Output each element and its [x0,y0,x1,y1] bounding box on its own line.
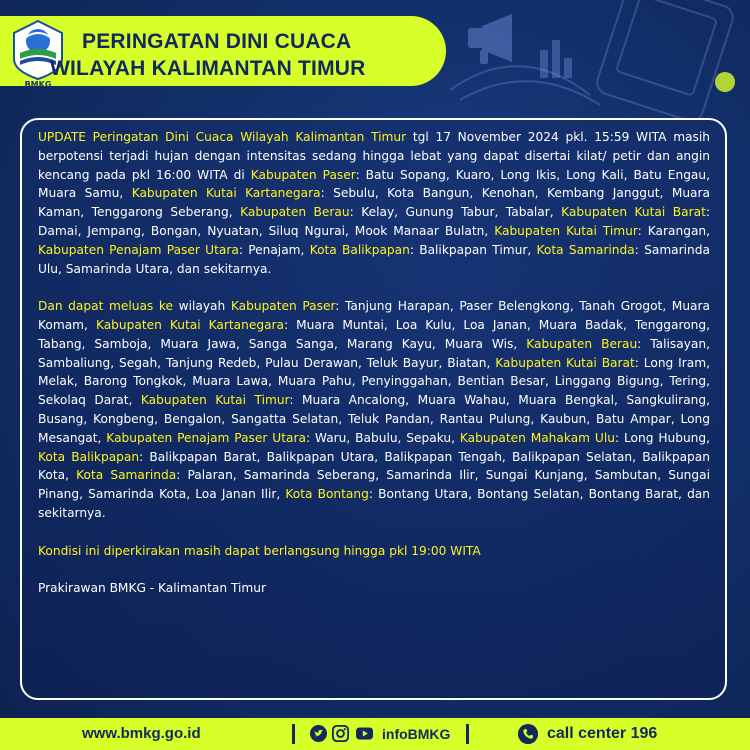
body-text: : Talisayan, Sambaliung, Segah, Tanjung Redeb, Pulau Derawan, Teluk Bayur, Biatan, [38,336,710,370]
body-text: : Batu Sopang, Kuaro, Long Ikis, Long Kali, Batu Engau, Muara Samu, [38,167,710,201]
body-text: tgl 17 November 2024 pkl. 15:59 WITA masih berpotensi terjadi hujan dengan intensitas sedang hingga lebat yang dapat disertai kilat/ petir dan angin kencang pada pkl 16:00 WITA di [38,130,710,182]
body-text: wilayah [173,299,231,314]
paragraph-extended-area [38,297,710,523]
body-text: Prakirawan BMKG - Kalimantan Timur [38,581,267,596]
highlight-text: Kabupaten Kutai Timur [494,223,638,238]
paragraph-duration [38,542,710,561]
highlight-text: Kabupaten Kutai Kartanegara [131,186,321,201]
body-text: : Bontang Utara, Bontang Selatan, Bontang Barat, dan sekitarnya. [38,487,710,520]
highlight-text: Kabupaten Paser [250,167,356,182]
paragraph-forecaster [38,579,710,598]
footer-divider [292,724,295,744]
title-line-2: WILAYAH KALIMANTAN TIMUR [50,57,366,80]
warning-panel [20,118,727,700]
footer-bar [0,718,750,750]
body-text: : Tanjung Harapan, Paser Belengkong, Tanah Grogot, Muara Komam, [38,299,710,332]
body-text: : Long Hubung, [614,430,710,445]
highlight-text: Kabupaten Paser [230,299,336,314]
title-line-1: PERINGATAN DINI CUACA [82,30,352,53]
body-text: : Palaran, Samarinda Seberang, Samarinda Ilir, Sungai Kunjang, Sambutan, Sungai Pinang, Samarinda Kota, Loa Janan Ilir, [38,468,711,502]
body-text: : Muara Ancalong, Muara Wahau, Muara Bengkal, Sangkulirang, Busang, Kongbeng, Bengalon, Sangatta Selatan, Teluk Pandan, Rantau Pulung, Kaubun, Batu Ampar, Long Mesangat, [38,393,710,445]
highlight-text: Kota Samarinda [536,242,635,257]
highlight-text: Dan dapat meluas ke [38,299,174,314]
highlight-text: Kabupaten Berau [240,205,350,220]
background-illustration [440,0,750,120]
body-text: : Samarinda Ulu, Samarinda Utara, dan sekitarnya. [38,242,710,276]
warning-text [38,128,710,617]
body-text: : Balikpapan Barat, Balikpapan Utara, Balikpapan Tengah, Balikpapan Selatan, Balikpapan Kota, [38,449,710,483]
logo-text: BMKG [24,80,52,89]
highlight-text: Kota Samarinda [76,468,177,483]
call-center[interactable]: call center 196 [547,725,658,742]
body-text: : Sebulu, Kota Bangun, Kenohan, Kembang Janggut, Muara Kaman, Tenggarong Seberang, [38,186,711,220]
highlight-text: Kota Bontang [285,487,369,502]
highlight-text: Kabupaten Penajam Paser Utara [106,430,306,445]
youtube-icon[interactable] [356,725,373,742]
highlight-text: Kabupaten Kutai Timur [140,393,290,408]
twitter-icon[interactable] [310,725,327,742]
body-text: : Damai, Jempang, Bongan, Nyuatan, Siluq Ngurai, Mook Manaar Bulatn, [38,205,710,238]
highlight-text: Kondisi ini diperkirakan masih dapat berlangsung hingga pkl 19:00 WITA [38,543,481,558]
highlight-text: Kabupaten Penajam Paser Utara [38,242,239,257]
paragraph-current-warning [38,128,710,278]
body-text: : Waru, Babulu, Sepaku, [305,430,460,445]
website-link[interactable]: www.bmkg.go.id [82,725,201,742]
footer-divider [466,724,469,744]
highlight-text: Kota Balikpapan [309,242,410,257]
highlight-text: Kabupaten Berau [526,336,638,351]
body-text: : Balikpapan Timur, [409,242,537,257]
highlight-text: Kabupaten Kutai Barat [561,205,706,220]
body-text: : Kelay, Gunung Tabur, Tabalar, [349,205,562,220]
social-handle[interactable]: infoBMKG [382,726,451,742]
highlight-text: Kota Balikpapan [38,449,140,464]
body-text: : Penajam, [238,242,310,257]
highlight-text: Kabupaten Kutai Kartanegara [95,317,285,332]
instagram-icon[interactable] [332,725,349,742]
body-text: : Muara Muntai, Loa Kulu, Loa Janan, Muara Badak, Tenggarong, Tabang, Samboja, Muara Jawa, Sanga Sanga, Marang Kayu, Muara Wis, [38,317,710,351]
body-text: : Long Iram, Melak, Barong Tongkok, Muara Lawa, Muara Pahu, Penyinggahan, Bentian Besar, Linggang Bigung, Tering, Sekolaq Darat, [38,355,710,408]
highlight-text: Kabupaten Kutai Barat [495,355,635,370]
highlight-text: Kabupaten Mahakam Ulu [459,430,615,445]
phone-icon [518,724,538,744]
body-text: : Karangan, [637,223,711,238]
highlight-text: UPDATE Peringatan Dini Cuaca Wilayah Kalimantan Timur [38,130,407,144]
